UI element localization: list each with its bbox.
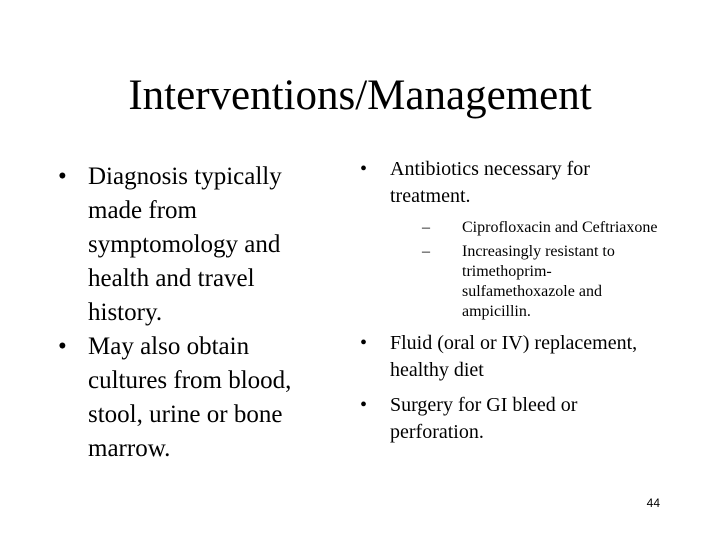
bullet-text: Fluid (oral or IV) replacement, healthy diet [390,332,638,381]
bullet-text: Diagnosis typically made from symptomology and health and travel history. [88,163,282,326]
bullet-item [58,330,318,466]
dash-icon: – [422,219,430,236]
page-number: 44 [646,496,660,510]
left-column [58,160,318,466]
bullet-item [58,160,318,330]
dash-icon: – [422,243,430,260]
slide-title: Interventions/Management [128,72,592,119]
sub-bullet-list [422,218,660,322]
bullet-icon: • [360,332,368,354]
bullet-icon: • [360,394,368,416]
bullet-icon: • [58,333,67,360]
sub-bullet-item [422,242,660,322]
bullet-text: Surgery for GI bleed or perforation. [390,394,578,443]
right-column [360,156,660,454]
bullet-item [360,330,660,384]
sub-bullet-text: Increasingly resistant to trimethoprim-sulfamethoxazole and ampicillin. [462,243,615,320]
sub-bullet-text: Ciprofloxacin and Ceftriaxone [462,219,658,236]
sub-bullet-item [422,218,660,238]
bullet-text: Antibiotics necessary for treatment. [390,158,590,207]
bullet-icon: • [58,163,67,190]
bullet-item [360,392,660,446]
bullet-item [360,156,660,322]
bullet-icon: • [360,158,368,180]
bullet-text: May also obtain cultures from blood, stool, urine or bone marrow. [88,333,292,462]
